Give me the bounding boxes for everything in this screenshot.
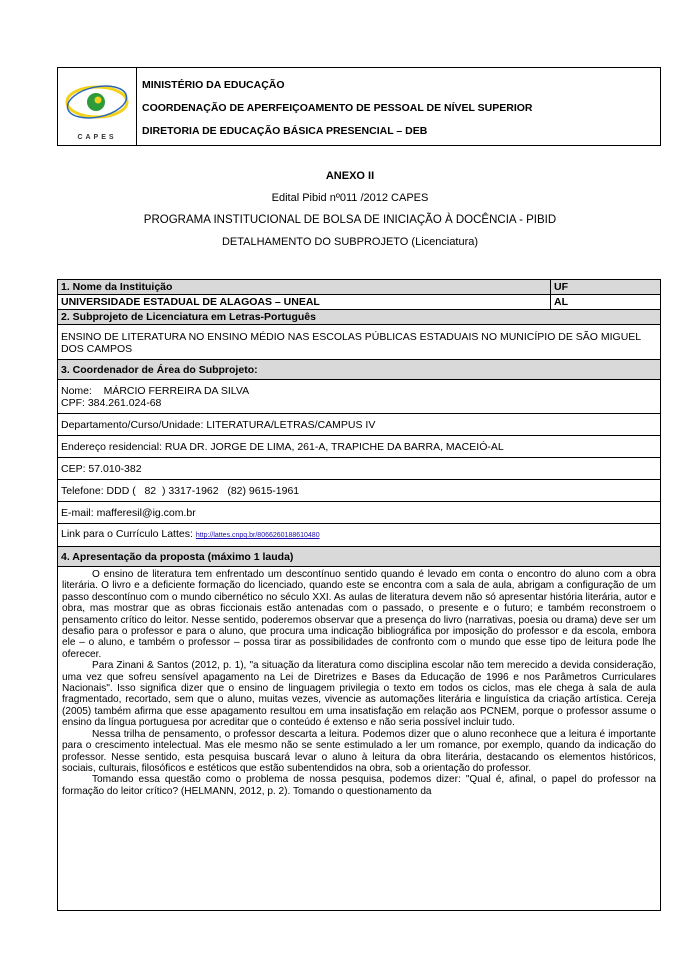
header-coordination: COORDENAÇÃO DE APERFEIÇOAMENTO DE PESSOAL DE NÍVEL SUPERIOR xyxy=(142,102,533,114)
proposal-paragraph: Nessa trilha de pensamento, o professor descarta a leitura. Podemos dizer que o aluno reconhece que a leitura é importante para o crescimento intelectual. Mas ele mesmo não se sente estimulado a ler um romance, por exemplo, quando da indicação do professor. Nesse sentido, esta pesquisa buscará levar o aluno à leitura da obra literária, destacando os elementos históricos, sociais, culturais, filosóficos e estéticos que estão subentendidos na obra, sob a orientação do professor. xyxy=(62,728,656,774)
phone-row xyxy=(58,480,660,502)
header-box xyxy=(57,67,661,146)
cep-row xyxy=(58,458,660,480)
annex-title: ANEXO II xyxy=(325,170,375,182)
title-block xyxy=(0,165,700,253)
coordinator-label: 3. Coordenador de Área do Subprojeto: xyxy=(61,364,258,376)
lattes-link[interactable]: http://lattes.cnpq.br/8066260188610480 xyxy=(195,532,320,539)
coordinator-row xyxy=(58,380,660,414)
department-value: Departamento/Curso/Unidade: LITERATURA/LETRAS/CAMPUS IV xyxy=(61,419,376,431)
institution-label-row xyxy=(58,280,660,295)
coordinator-label-row xyxy=(58,360,660,380)
email-value: E-mail: mafferesil@ig.com.br xyxy=(61,507,196,519)
proposal-text xyxy=(58,567,660,910)
cep-value: CEP: 57.010-382 xyxy=(61,463,142,475)
proposal-row xyxy=(58,567,660,910)
capes-logo xyxy=(58,68,137,145)
subproject-form xyxy=(57,279,661,911)
coordinator-name: Nome: MÁRCIO FERREIRA DA SILVA xyxy=(61,385,250,397)
institution-label: 1. Nome da Instituição xyxy=(58,280,551,294)
proposal-paragraph: Para Zinani & Santos (2012, p. 1), "a situação da literatura como disciplina escolar não tem merecido a devida consideração, uma vez que sofreu sensível apagamento na Lei de Diretrizes e Bases da Educação de 1996 e nos Parâmetros Curriculares Nacionais". Isso significa dizer que o ensino de linguagem privilegia o texto em todos os ciclos, mas ele chega à sala de aula fragmentado, recortado, sem que o aluno, muitas vezes, vivencie as automações literária e linguística da criação artística. Cereja (2005) também afirma que esse apagamento resultou em uma insatisfação em relação aos PCNEM, porque o professor assume o ensino da língua portuguesa por acreditar que o conteúdo é extenso e não seria possível incluir tudo. xyxy=(62,660,656,729)
address-value: Endereço residencial: RUA DR. JORGE DE LIMA, 261-A, TRAPICHE DA BARRA, MACEIÓ-AL xyxy=(61,441,504,453)
edital-title: Edital Pibid nº011 /2012 CAPES xyxy=(271,192,429,204)
email-row xyxy=(58,502,660,524)
institution-value-row xyxy=(58,295,660,310)
header-ministry: MINISTÉRIO DA EDUCAÇÃO xyxy=(142,79,285,91)
uf-value: AL xyxy=(554,296,568,308)
detail-title: DETALHAMENTO DO SUBPROJETO (Licenciatura) xyxy=(221,236,479,248)
phone-value: Telefone: DDD ( 82 ) 3317-1962 (82) 9615-1961 xyxy=(61,485,300,497)
subproject-value: ENSINO DE LITERATURA NO ENSINO MÉDIO NAS ESCOLAS PÚBLICAS ESTADUAIS NO MUNICÍPIO DE SÃO MIGUEL DOS CAMPOS xyxy=(61,331,641,355)
coordinator-cpf: CPF: 384.261.024-68 xyxy=(61,397,162,409)
proposal-label: 4. Apresentação da proposta (máximo 1 lauda) xyxy=(61,551,294,563)
subproject-label-row xyxy=(58,310,660,325)
proposal-label-row xyxy=(58,547,660,567)
department-row xyxy=(58,414,660,436)
header-directorate: DIRETORIA DE EDUCAÇÃO BÁSICA PRESENCIAL – DEB xyxy=(142,125,428,137)
subproject-label: 2. Subprojeto de Licenciatura em Letras-Português xyxy=(61,311,316,323)
uf-label: UF xyxy=(554,281,568,293)
program-title: PROGRAMA INSTITUCIONAL DE BOLSA DE INICIAÇÃO À DOCÊNCIA - PIBID xyxy=(143,214,557,226)
subproject-value-row xyxy=(58,325,660,360)
lattes-label: Link para o Currículo Lattes: xyxy=(61,528,193,540)
proposal-paragraph: O ensino de literatura tem enfrentado um descontínuo sentido quando é levado em conta o encontro do aluno com a obra literária. O livro e a deficiente formação do licenciado, quando este se encontra com a sala de aula, abrigam a configuração de um passo descontínuo com o mundo cibernético no século XXI. As aulas de literatura devem não só apresentar história literária, autor e obra, mas mostrar que as obras ficcionais estão antenadas com o passado, o presente e o futuro; e também reconstroem o pensamento crítico do leitor. Nesse sentido, poderemos observar que a presença do livro (narrativas, poesia ou drama) deve ser um desafio para o professor e para o aluno, que procura uma indicação bibliográfica por imposição do professor e da escola, embora ele – o aluno, e também o professor – possa tirar as possibilidades de confronto com o mundo que esse tipo de leitura pode lhe oferecer. xyxy=(62,569,656,660)
address-row xyxy=(58,436,660,458)
proposal-paragraph: Tomando essa questão como o problema de nossa pesquisa, podemos dizer: "Qual é, afinal, o papel do professor na formação do leitor crítico? (HELMANN, 2012, p. 2). Tomando o questionamento da xyxy=(62,774,656,797)
logo-text: CAPES xyxy=(77,134,117,141)
institution-value: UNIVERSIDADE ESTADUAL DE ALAGOAS – UNEAL xyxy=(58,295,551,309)
lattes-row xyxy=(58,524,660,547)
